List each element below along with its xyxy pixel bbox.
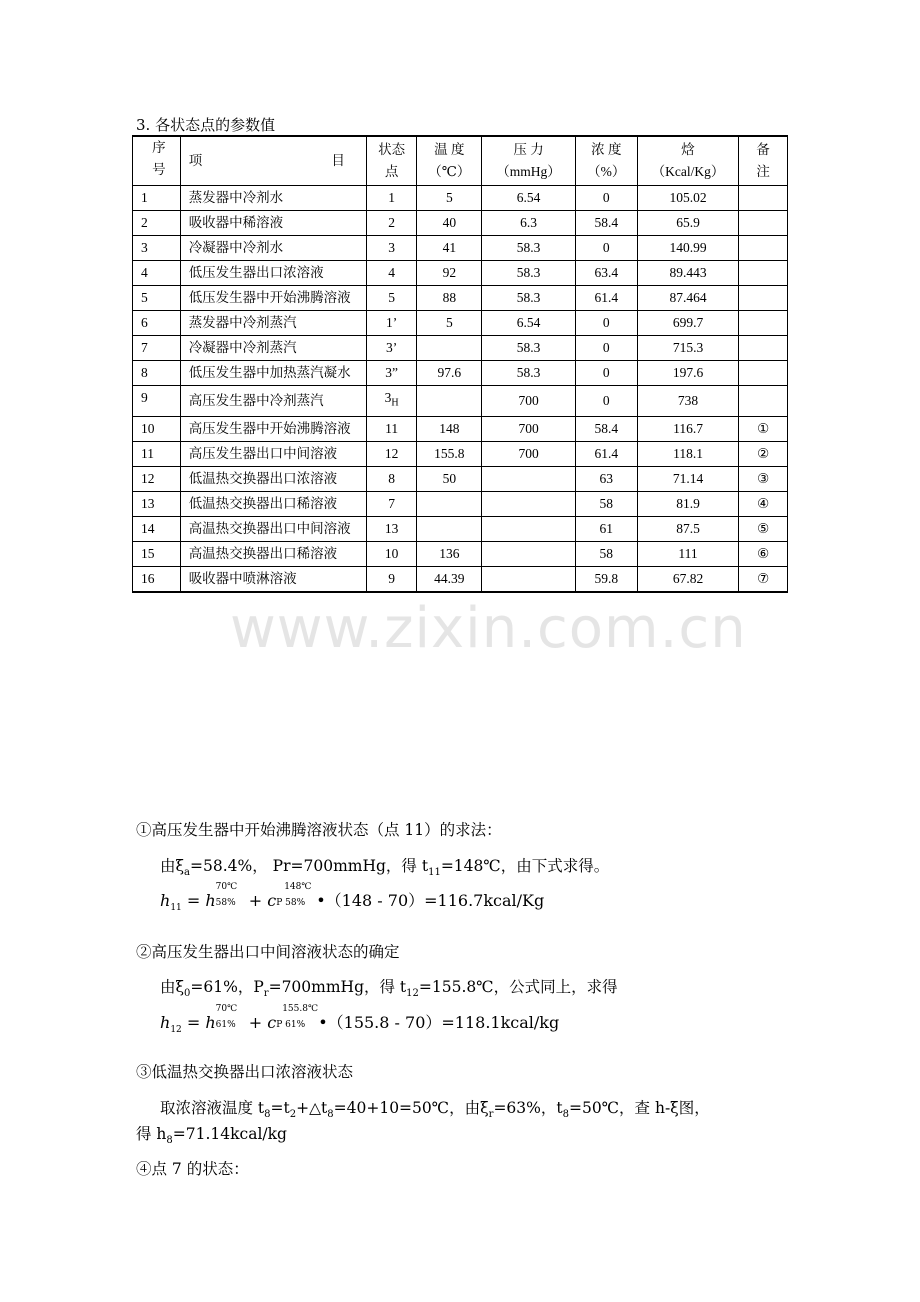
cell-point: 8 <box>366 466 417 491</box>
cell-conc: 0 <box>575 311 637 336</box>
cell-pressure: 700 <box>482 441 576 466</box>
cell-pressure: 6.54 <box>482 311 576 336</box>
note-1-line: 由$\xi_a=58.4\%$， Pr=700mmHg，得 $t_{11}=148℃$，由下式求得。 <box>160 857 610 879</box>
cell-temp: 50 <box>417 466 482 491</box>
cell-item: 高温热交换器出口中间溶液 <box>180 516 366 541</box>
cell-item: 低温热交换器出口稀溶液 <box>180 491 366 516</box>
table-row <box>133 491 788 516</box>
cell-conc: 58.4 <box>575 416 637 441</box>
cell-no: 7 <box>133 336 181 361</box>
cell-pressure <box>482 541 576 566</box>
table-row <box>133 541 788 566</box>
cell-no: 10 <box>133 416 181 441</box>
cell-item: 吸收器中稀溶液 <box>180 211 366 236</box>
section-heading: 3. 各状态点的参数值 <box>136 116 276 134</box>
cell-no: 4 <box>133 261 181 286</box>
cell-pressure <box>482 516 576 541</box>
cell-pressure <box>482 491 576 516</box>
note-2-title: ②高压发生器出口中间溶液状态的确定 <box>136 943 400 961</box>
cell-point: 1’ <box>366 311 417 336</box>
cell-temp: 40 <box>417 211 482 236</box>
cell-pressure: 58.3 <box>482 286 576 311</box>
cell-conc: 0 <box>575 361 637 386</box>
cell-pressure <box>482 466 576 491</box>
cell-item: 低压发生器中加热蒸汽凝水 <box>180 361 366 386</box>
cell-temp: 88 <box>417 286 482 311</box>
cell-remark <box>739 361 788 386</box>
cell-pressure <box>482 566 576 592</box>
cell-enthalpy: 71.14 <box>637 466 739 491</box>
cell-point: 2 <box>366 211 417 236</box>
cell-remark <box>739 336 788 361</box>
table-row <box>133 236 788 261</box>
cell-point: 9 <box>366 566 417 592</box>
cell-temp: 5 <box>417 186 482 211</box>
table-row <box>133 211 788 236</box>
table-row <box>133 386 788 417</box>
cell-remark <box>739 261 788 286</box>
cell-temp: 136 <box>417 541 482 566</box>
cell-conc: 61.4 <box>575 441 637 466</box>
cell-remark: ④ <box>739 491 788 516</box>
cell-conc: 59.8 <box>575 566 637 592</box>
cell-no: 15 <box>133 541 181 566</box>
cell-enthalpy: 197.6 <box>637 361 739 386</box>
cell-conc: 61.4 <box>575 286 637 311</box>
cell-remark: ⑥ <box>739 541 788 566</box>
cell-enthalpy: 87.5 <box>637 516 739 541</box>
table-row <box>133 466 788 491</box>
cell-item: 冷凝器中冷剂水 <box>180 236 366 261</box>
cell-temp: 5 <box>417 311 482 336</box>
cell-point: 5 <box>366 286 417 311</box>
cell-enthalpy: 111 <box>637 541 739 566</box>
table-row <box>133 336 788 361</box>
cell-remark <box>739 186 788 211</box>
header-remark: 备 注 <box>739 136 788 186</box>
cell-point: 3 <box>366 236 417 261</box>
cell-no: 14 <box>133 516 181 541</box>
cell-pressure: 6.3 <box>482 211 576 236</box>
cell-no: 1 <box>133 186 181 211</box>
cell-item: 低压发生器出口浓溶液 <box>180 261 366 286</box>
cell-conc: 58 <box>575 491 637 516</box>
note-1-formula: $h_{11} = h$ 70℃ 58% + c 148℃ P 58% •（148 - 70）=116.7kcal/Kg <box>160 882 545 913</box>
cell-item: 吸收器中喷淋溶液 <box>180 566 366 592</box>
cell-pressure: 58.3 <box>482 236 576 261</box>
cell-remark <box>739 211 788 236</box>
cell-remark: ⑤ <box>739 516 788 541</box>
table-row <box>133 441 788 466</box>
header-no: 序 号 <box>133 136 181 186</box>
header-conc: 浓 度 （%） <box>575 136 637 186</box>
cell-no: 3 <box>133 236 181 261</box>
cell-no: 11 <box>133 441 181 466</box>
cell-item: 蒸发器中冷剂蒸汽 <box>180 311 366 336</box>
cell-pressure: 58.3 <box>482 361 576 386</box>
parameter-table <box>132 135 788 593</box>
cell-pressure: 700 <box>482 386 576 417</box>
cell-conc: 63.4 <box>575 261 637 286</box>
watermark: www.zixin.com.cn <box>230 596 747 661</box>
header-pressure: 压 力 （mmHg） <box>482 136 576 186</box>
cell-point: 7 <box>366 491 417 516</box>
cell-point: 13 <box>366 516 417 541</box>
cell-enthalpy: 140.99 <box>637 236 739 261</box>
header-point: 状态 点 <box>366 136 417 186</box>
table-row <box>133 516 788 541</box>
cell-no: 8 <box>133 361 181 386</box>
table-row <box>133 261 788 286</box>
cell-no: 9 <box>133 386 181 417</box>
cell-temp <box>417 386 482 417</box>
table-row <box>133 566 788 592</box>
cell-point: 11 <box>366 416 417 441</box>
cell-remark <box>739 236 788 261</box>
cell-no: 6 <box>133 311 181 336</box>
cell-pressure: 58.3 <box>482 336 576 361</box>
cell-conc: 0 <box>575 336 637 361</box>
cell-enthalpy: 116.7 <box>637 416 739 441</box>
cell-remark <box>739 386 788 417</box>
cell-remark <box>739 311 788 336</box>
cell-enthalpy: 105.02 <box>637 186 739 211</box>
cell-point: 10 <box>366 541 417 566</box>
cell-remark <box>739 286 788 311</box>
header-item: 项 目 <box>180 136 366 186</box>
cell-no: 16 <box>133 566 181 592</box>
cell-remark: ② <box>739 441 788 466</box>
note-3-title: ③低温热交换器出口浓溶液状态 <box>136 1063 354 1081</box>
note-2-formula: $h_{12} = h$ 70℃ 61% + c 155.8℃ P 61% •（155.8 - 70）=118.1kcal/kg <box>160 1004 560 1035</box>
cell-enthalpy: 67.82 <box>637 566 739 592</box>
cell-no: 12 <box>133 466 181 491</box>
cell-conc: 58.4 <box>575 211 637 236</box>
note-3-line1: 取浓溶液温度 $t_8=t_2+\triangle t_8=40+10=50℃$，由$\xi_r=63\%$，$t_8=50℃$，查 h-ξ图， <box>160 1099 710 1121</box>
cell-enthalpy: 81.9 <box>637 491 739 516</box>
cell-pressure: 58.3 <box>482 261 576 286</box>
cell-item: 冷凝器中冷剂蒸汽 <box>180 336 366 361</box>
cell-enthalpy: 89.443 <box>637 261 739 286</box>
cell-item: 高压发生器中冷剂蒸汽 <box>180 386 366 417</box>
cell-conc: 0 <box>575 186 637 211</box>
cell-point: 12 <box>366 441 417 466</box>
cell-point: $3_H$ <box>366 386 417 417</box>
table-row <box>133 416 788 441</box>
cell-conc: 0 <box>575 236 637 261</box>
table-header-row <box>133 136 788 186</box>
cell-pressure: 700 <box>482 416 576 441</box>
cell-no: 2 <box>133 211 181 236</box>
cell-temp: 155.8 <box>417 441 482 466</box>
cell-temp: 92 <box>417 261 482 286</box>
note-4-title: ④点 7 的状态： <box>136 1160 249 1178</box>
cell-remark: ⑦ <box>739 566 788 592</box>
cell-enthalpy: 87.464 <box>637 286 739 311</box>
header-enthalpy: 焓 （Kcal/Kg） <box>637 136 739 186</box>
cell-temp <box>417 516 482 541</box>
cell-item: 低压发生器中开始沸腾溶液 <box>180 286 366 311</box>
cell-remark: ① <box>739 416 788 441</box>
table-row <box>133 186 788 211</box>
note-3-line2: 得 $h_8=71.14kcal/kg$ <box>136 1125 287 1147</box>
cell-item: 蒸发器中冷剂水 <box>180 186 366 211</box>
cell-point: 1 <box>366 186 417 211</box>
cell-temp <box>417 336 482 361</box>
cell-point: 3” <box>366 361 417 386</box>
header-temp: 温 度 （℃） <box>417 136 482 186</box>
cell-conc: 58 <box>575 541 637 566</box>
cell-no: 13 <box>133 491 181 516</box>
cell-enthalpy: 699.7 <box>637 311 739 336</box>
table-row <box>133 311 788 336</box>
cell-enthalpy: 738 <box>637 386 739 417</box>
cell-temp: 148 <box>417 416 482 441</box>
cell-enthalpy: 65.9 <box>637 211 739 236</box>
note-1-title: ①高压发生器中开始沸腾溶液状态（点 11）的求法： <box>136 821 502 839</box>
note-2-line: 由$\xi_0=61\%$，$P_r=700mmHg$，得 $t_{12}=155.8℃$，公式同上，求得 <box>160 978 618 1000</box>
cell-item: 高压发生器中开始沸腾溶液 <box>180 416 366 441</box>
table-row <box>133 361 788 386</box>
cell-point: 3’ <box>366 336 417 361</box>
cell-pressure: 6.54 <box>482 186 576 211</box>
cell-temp: 41 <box>417 236 482 261</box>
cell-item: 低温热交换器出口浓溶液 <box>180 466 366 491</box>
cell-enthalpy: 118.1 <box>637 441 739 466</box>
cell-remark: ③ <box>739 466 788 491</box>
cell-point: 4 <box>366 261 417 286</box>
table-row <box>133 286 788 311</box>
cell-enthalpy: 715.3 <box>637 336 739 361</box>
cell-temp: 97.6 <box>417 361 482 386</box>
cell-temp <box>417 491 482 516</box>
cell-item: 高压发生器出口中间溶液 <box>180 441 366 466</box>
cell-conc: 0 <box>575 386 637 417</box>
cell-item: 高温热交换器出口稀溶液 <box>180 541 366 566</box>
cell-conc: 61 <box>575 516 637 541</box>
cell-no: 5 <box>133 286 181 311</box>
cell-conc: 63 <box>575 466 637 491</box>
cell-temp: 44.39 <box>417 566 482 592</box>
